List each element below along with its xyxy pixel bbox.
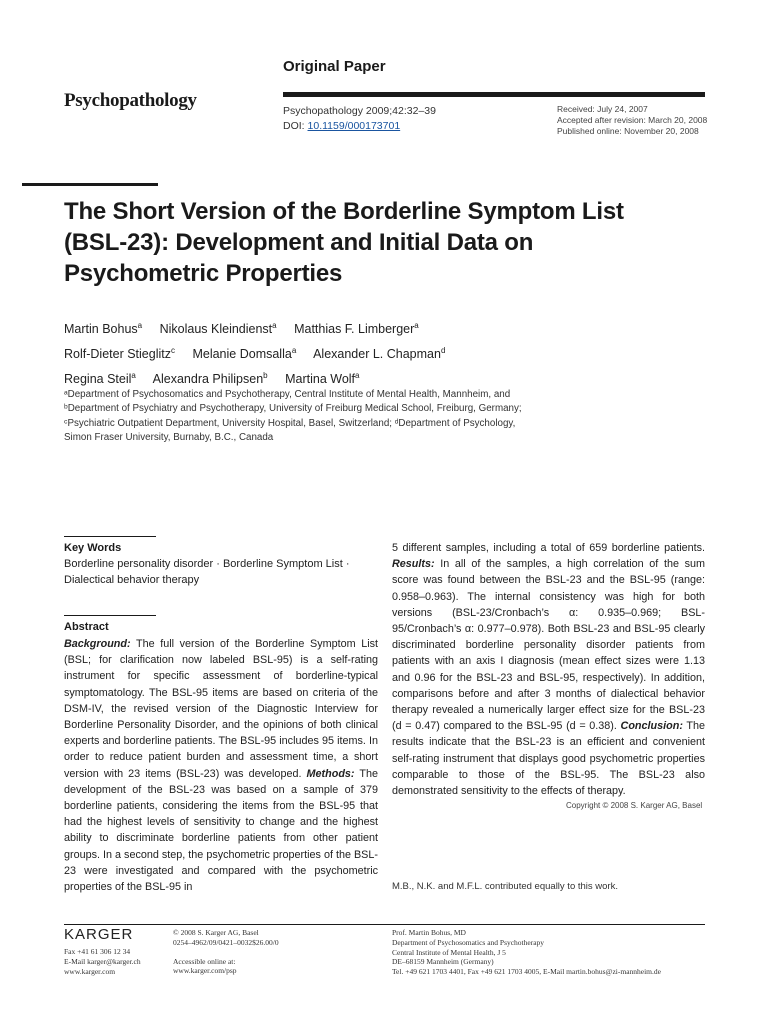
footer-copyright-block [173, 928, 279, 976]
publisher-contact [64, 947, 141, 976]
received-date: Received: July 24, 2007 [557, 104, 648, 114]
author: Alexandra Philipsen$^b$ [152, 371, 268, 387]
title-rule [22, 183, 158, 186]
footer-accessible: Accessible online at: [173, 956, 236, 966]
published-date: Published online: November 20, 2008 [557, 126, 699, 136]
affiliation-line: ᵇDepartment of Psychiatry and Psychotherapy, University of Freiburg Medical School, Freiburg, Germany; [64, 403, 522, 415]
contact-city: DE–68159 Mannheim (Germany) [392, 957, 494, 967]
citation-block [283, 104, 436, 134]
publisher-web[interactable]: www.karger.com [64, 966, 116, 976]
doi-link[interactable]: 10.1159/000173701 [307, 120, 401, 132]
author: Martin Bohus$^a$ [64, 321, 143, 337]
affiliation-line: Simon Fraser University, Burnaby, B.C., Canada [64, 432, 274, 444]
correspondence-block [392, 928, 661, 977]
footer-rule [64, 924, 705, 925]
affiliations [64, 388, 704, 446]
affiliation-line: ᶜPsychiatric Outpatient Department, University Hospital, Basel, Switzerland; ᵈDepartment of Psychology, [64, 417, 516, 429]
keywords-heading: Key Words [64, 542, 122, 554]
contact-dept: Department of Psychosomatics and Psychotherapy [392, 937, 545, 947]
contact-name: Prof. Martin Bohus, MD [392, 928, 466, 937]
doi-label: DOI: [283, 120, 308, 132]
author: Rolf-Dieter Stieglitz$^c$ [64, 346, 175, 362]
publisher-email: E-Mail karger@karger.ch [64, 956, 141, 966]
citation: Psychopathology 2009;42:32–39 [283, 105, 436, 117]
author: Martina Wolf$^a$ [285, 371, 360, 387]
author: Alexander L. Chapman$^d$ [313, 346, 446, 362]
accepted-date: Accepted after revision: March 20, 2008 [557, 115, 708, 125]
author: Melanie Domsalla$^a$ [192, 346, 297, 362]
doi-line [283, 119, 436, 134]
header-rule [283, 92, 705, 97]
footer-access-url[interactable]: www.karger.com/psp [173, 966, 237, 976]
abstract-column-1 [64, 636, 378, 895]
author-list [64, 315, 704, 390]
footer-copyright: © 2008 S. Karger AG, Basel [173, 928, 259, 937]
conclusion-label: Conclusion: [620, 720, 683, 733]
results-text: In all of the samples, a high correlation of the sum score was found between the BSL-23 and the BSL-95 (range: 0.958–0.963). The internal consistency was high for both versions (BSL-23/Cronbach’s α: 0.935–0.969; BSL-95/Cronbach’s α: 0.977–0.978). Both BSL-23 and BSL-95 clearly discriminated borderline personality disorder patients from patients with an axis I diagnosis (mean effect sizes were 1.13 and 0.96 for the BSL-23 and BSL-95, respectively). In addition, comparisons before and after 3 months of dialectical behavior therapy revealed a numerically larger effect size for the BSL-23 (d = 0.47) compared to the BSL-95 (d = 0.38). [392, 558, 705, 733]
keywords-text: Borderline personality disorder · Borderline Symptom List · Dialectical behavior therapy [64, 558, 350, 586]
author: Nikolaus Kleindienst$^a$ [159, 321, 277, 337]
background-text: The full version of the Borderline Symptom List (BSL; for clarification now labeled BSL-95) is a self-rating instrument for specific assessment of borderline-typical symptomatology. The BSL-95 items are based on criteria of the DSM-IV, the revised version of the Diagnostic Interview for Borderline Personality Disorder, and the opinions of both clinical experts and borderline patients. The BSL-95 includes 95 items. In order to reduce patient burden and assessment time, a short version with 23 items (BSL-23) was developed. [64, 638, 378, 780]
author-line [64, 315, 704, 340]
col2-start-text: 5 different samples, including a total of 659 borderline patients. [392, 542, 705, 554]
affiliation-line: ᵃDepartment of Psychosomatics and Psychotherapy, Central Institute of Mental Health, Mannheim, and [64, 389, 511, 400]
publisher-fax: Fax +41 61 306 12 34 [64, 947, 131, 956]
dates-block [557, 104, 707, 137]
paper-type: Original Paper [283, 58, 386, 75]
author: Matthias F. Limberger$^a$ [294, 321, 419, 337]
abstract-heading: Abstract [64, 621, 109, 633]
abstract-column-2 [392, 540, 705, 799]
methods-label: Methods: [306, 767, 355, 780]
results-label: Results: [392, 558, 435, 571]
contact-tel: Tel. +49 621 1703 4401, Fax +49 621 1703 4005, E-Mail martin.bohus@zi-mannheim.de [392, 967, 661, 977]
methods-text: The development of the BSL-23 was based on a sample of 379 borderline patients, considering the items from the BSL-95 that had the highest levels of sensitivity to change and the highest ability to discriminate borderline patients from other patient groups. In a second step, the psychometric properties of the BSL-23 were investigated and compared with the psychometric properties of the BSL-95 in [64, 767, 378, 894]
contact-inst: Central Institute of Mental Health, J 5 [392, 947, 506, 957]
footer-issn: 0254–4962/09/0421–0032$26.00/0 [173, 937, 279, 947]
author-line [64, 365, 704, 390]
keywords-rule [64, 536, 156, 537]
abstract-copyright: Copyright © 2008 S. Karger AG, Basel [566, 801, 703, 810]
author: Regina Steil$^a$ [64, 371, 136, 387]
conclusion-text: The results indicate that the BSL-23 is an efficient and convenient self-rating instrument that displays good psychometric properties comparable to those of the BSL-95. The BSL-23 also demonstrated sensitivity to the effects of therapy. [392, 720, 705, 798]
publisher-logo: KARGER [64, 926, 134, 943]
contribution-note: M.B., N.K. and M.F.L. contributed equally to this work. [392, 881, 618, 892]
journal-name: Psychopathology [64, 90, 197, 111]
abstract-rule [64, 615, 156, 616]
background-label: Background: [64, 638, 131, 650]
author-line [64, 340, 704, 365]
paper-title: The Short Version of the Borderline Symptom List (BSL-23): Development and Initial Data on Psychometric Properties [64, 198, 624, 287]
